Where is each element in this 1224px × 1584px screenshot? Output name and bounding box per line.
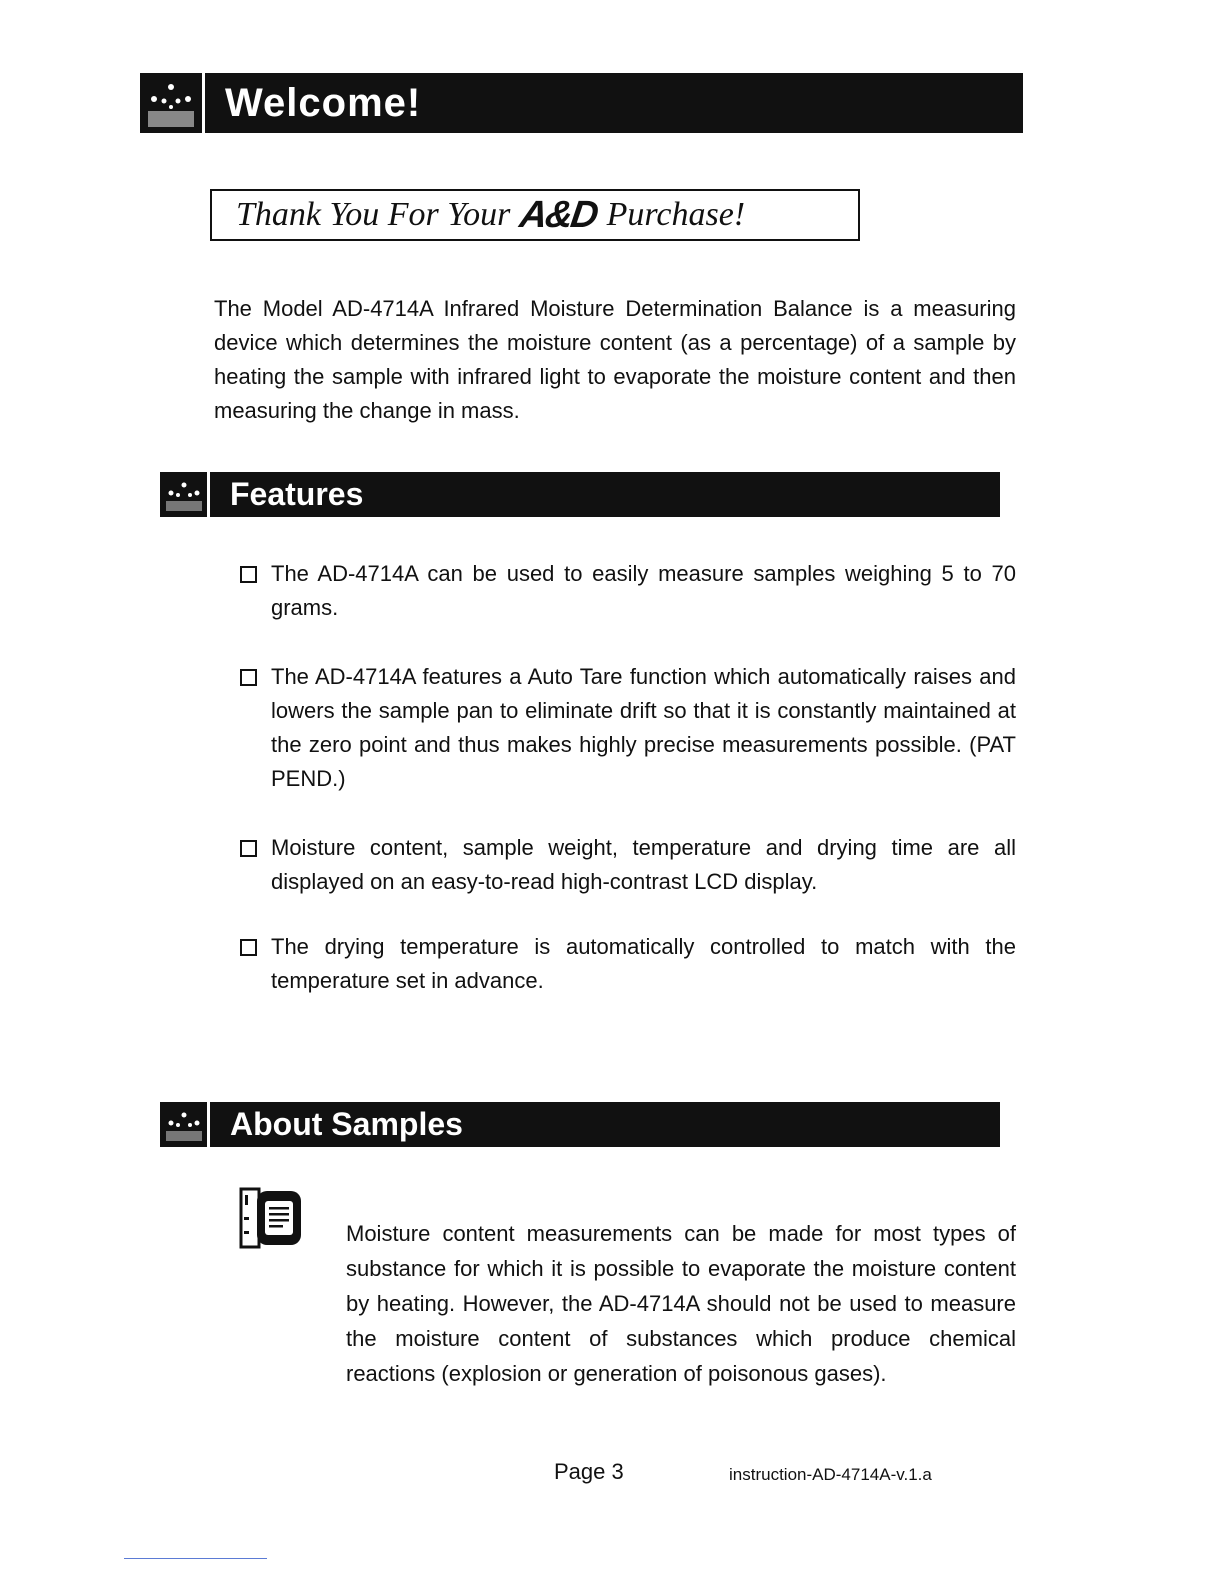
- page-number: Page 3: [554, 1459, 624, 1484]
- feature-text: The AD-4714A features a Auto Tare function which automatically raises and lowers the sample pan to eliminate drift so that it is constantly maintained at the zero point and thus makes highly precise measurements possible. (PAT PEND.): [271, 664, 1016, 791]
- feature-item: [240, 660, 1016, 796]
- checkbox-bullet-icon: [240, 566, 257, 583]
- feature-item: [240, 557, 1016, 625]
- feature-text: The drying temperature is automatically controlled to match with the temperature set in advance.: [271, 934, 1016, 993]
- thank-you-banner: [210, 189, 860, 241]
- note-document-icon: [239, 1187, 305, 1249]
- welcome-header: [140, 73, 1023, 133]
- samples-title: About Samples: [230, 1106, 463, 1142]
- features-header: [160, 472, 1000, 517]
- brand-logo: A&D: [517, 193, 600, 236]
- document-id: instruction-AD-4714A-v.1.a: [729, 1465, 932, 1484]
- dotted-face-icon: [160, 1102, 210, 1147]
- dotted-face-icon: [160, 472, 210, 517]
- checkbox-bullet-icon: [240, 939, 257, 956]
- samples-paragraph: Moisture content measurements can be made for most types of substance for which it is possible to evaporate the moisture content by heating. However, the AD-4714A should not be used to measure the moisture content of substances which produce chemical reactions (explosion or generation of poisonous gases).: [346, 1221, 1016, 1386]
- samples-header: [160, 1102, 1000, 1147]
- thank-you-text: Thank You For Your: [236, 196, 511, 233]
- page-title: Welcome!: [225, 80, 422, 125]
- features-title: Features: [230, 476, 364, 512]
- feature-item: [240, 930, 1016, 998]
- dotted-face-icon: [140, 73, 205, 133]
- feature-text: Moisture content, sample weight, temperature and drying time are all displayed on an easy-to-read high-contrast LCD display.: [271, 835, 1016, 894]
- divider: [124, 1558, 267, 1559]
- checkbox-bullet-icon: [240, 840, 257, 857]
- purchase-text: Purchase!: [606, 196, 746, 233]
- intro-paragraph: The Model AD-4714A Infrared Moisture Determination Balance is a measuring device which determines the moisture content (as a percentage) of a sample by heating the sample with infrared light to evaporate the moisture content and then measuring the change in mass.: [214, 296, 1016, 423]
- feature-item: [240, 831, 1016, 899]
- checkbox-bullet-icon: [240, 669, 257, 686]
- feature-text: The AD-4714A can be used to easily measure samples weighing 5 to 70 grams.: [271, 561, 1016, 620]
